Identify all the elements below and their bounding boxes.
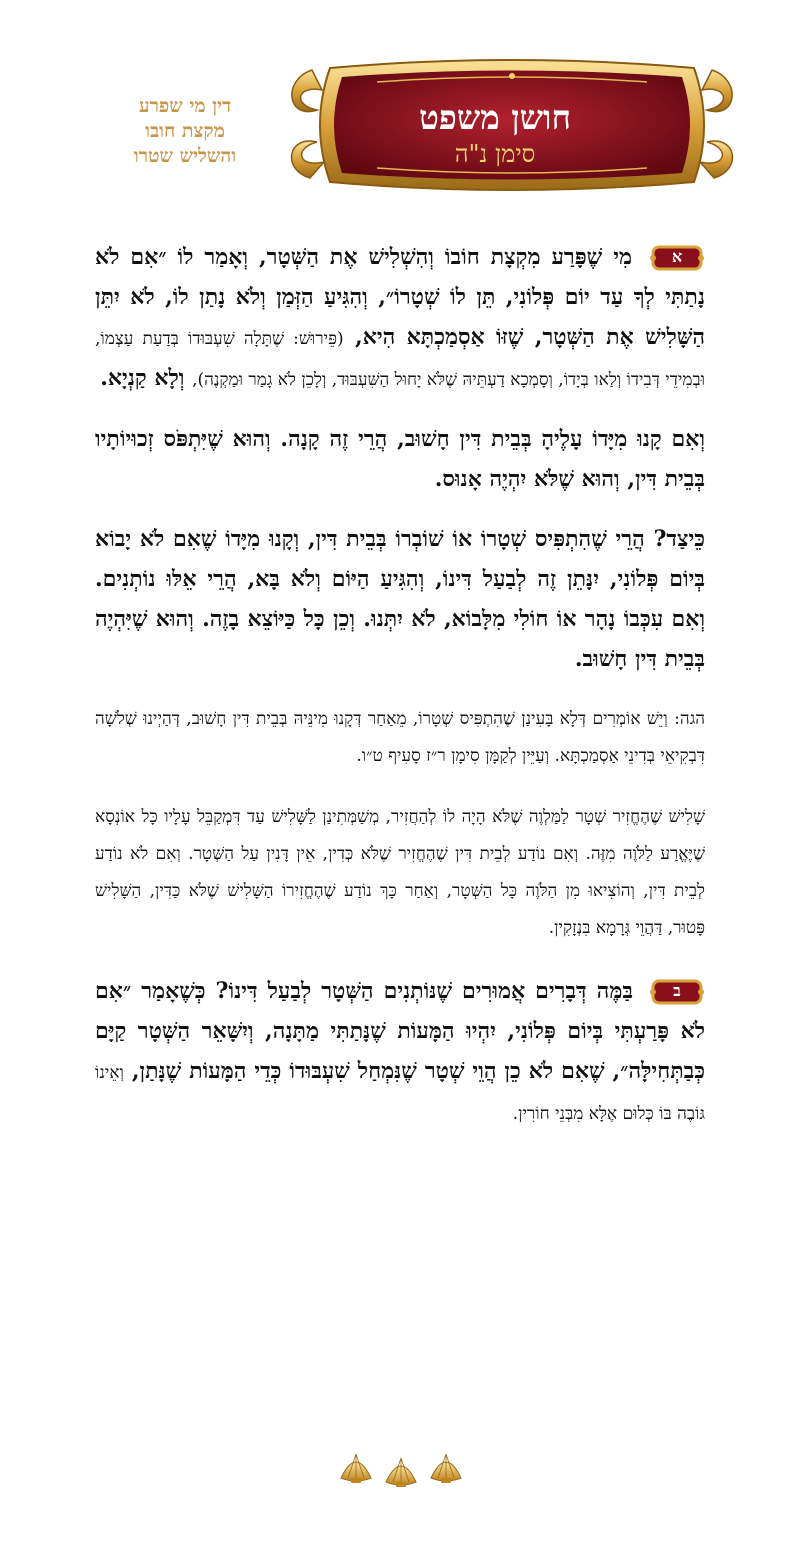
paragraph-2: וְאִם קָנוּ מִיָּדוֹ עָלֶיהָ בְּבֵית דִּין חָשׁוּב, הֲרֵי זֶה קָנָה. וְהוּא שֶׁיִּתְפֹּס זְכוּיוֹתָיו בְּבֵית דִּין, וְהוּא שֶׁלֹּא יִהְיֶה אָנוּס. [95,426,705,492]
paragraph-5: שָׁלִישׁ שֶׁהֶחֱזִיר שְׁטָר לַמַּלְוֶה שֶׁלֹּא הָיָה לוֹ לְהַחֲזִיר, מְשַׁמְּתִינַן לַשָּׁלִישׁ עַד דִּמְקַבֵּל עָלָיו כָּל אוֹנְסָא שֶׁיֶּאֱרַע לַלֹּוֶה מִזֶּה. וְאִם נוֹדַע לְבֵית דִּין שֶׁהֶחֱזִיר שֶׁלֹּא כְּדִין, אֵין דָּנִין עַל הַשְּׁטָר. וְאִם לֹא נוֹדַע לְבֵית דִּין, וְהוֹצִיאוּ מִן הַלֹּוֶה כָּל הַשְּׁטָר, וְאַחַר כָּךְ נוֹדַע שֶׁהֶחֱזִירוֹ הַשָּׁלִישׁ שֶׁלֹּא כַּדִּין, הַשָּׁלִישׁ פָּטוּר, דַּהֲוֵי גְּרָמָא בִּנְזָקִין. [95,807,705,938]
main-text [95,225,705,1133]
seif-1-end: וְלָא קַנְיָא. [100,365,185,391]
side-title-line-1: דין מי שפרע [138,95,232,117]
seif-1-paren: (פֵּירוּשׁ: שֶׁתָּלָה שִׁעְבּוּדוֹ בְּדַעַת עַצְמוֹ, וּבְמִידֵי דְּבִידוֹ וְלַאו בְּיָדוֹ, וְסָמְכָא דַעְתֵּיהּ שֶׁלֹּא יָחוּל הַשִּׁעְבּוּד, וְלָכֵן לֹא גָמַר וּמַקְנֶה), [95,329,705,390]
hagah-note: הגה: וְיֵשׁ אוֹמְרִים דְּלָא בָּעִינַן שֶׁהִתְפִּיס שְׁטָרוֹ, מֵאַחַר דְּקָנוּ מִינֵּיהּ בְּבֵית דִּין חָשׁוּב, דְּהַיְינוּ שְׁלֹשָׁה דִּבְקִיאֵי בְּדִינֵי אַסְמַכְתָּא. וְעַיֵּין לְקַמָּן סִימָן ר״ז סָעִיף ט״ו. [95,709,705,766]
seif-2 [95,971,705,1133]
seif-1-main: מִי שֶׁפָּרַע מִקְצָת חוֹבוֹ וְהִשְׁלִישׁ אֶת הַשְּׁטָר, וְאָמַר לוֹ ״אִם לֹא נָתַתִּי לְךָ עַד יוֹם פְּלוֹנִי, תֵּן לוֹ שְׁטָרוֹ״, וְהִגִּיעַ הַזְּמַן וְלֹא נָתַן לוֹ, לֹא יִתֵּן הַשָּׁלִישׁ אֶת הַשְּׁטָר, שֶׁזּוֹ אַסְמַכְתָּא הִיא, [95,244,705,350]
side-title-line-2: מקצת חובו [145,120,225,142]
header [0,0,800,220]
seif-marker-1-label: א [671,247,683,266]
seif-marker-1 [649,244,705,272]
seif-marker-2-label: ב [673,981,681,1000]
side-title-line-3: והשליש שטרו [133,145,237,167]
seif-marker-2 [649,978,705,1006]
banner-title: חושן משפט [418,98,572,137]
banner-subtitle: סימן נ"ה [454,140,536,168]
seif-2-main: בַּמֶּה דְּבָרִים אֲמוּרִים שֶׁנּוֹתְנִים הַשְּׁטָר לְבַעַל דִּינוֹ? כְּשֶׁאָמַר ״אִם לֹא פָּרַעְתִּי בְּיוֹם פְּלוֹנִי, יִהְיוּ הַמָּעוֹת שֶׁנָּתַתִּי מַתָּנָה, וְיִשָּׁאֵר הַשְּׁטָר קַיָּם כְּבַתְּחִילָּה״, שֶׁאִם לֹא כֵן הֲוֵי שְׁטָר שֶׁנִּמְחַל שִׁעְבּוּדוֹ כְּדֵי הַמָּעוֹת שֶׁנָּתַן, [95,978,705,1084]
paragraph-3: כֵּיצַד? הֲרֵי שֶׁהִתְפִּיס שְׁטָרוֹ אוֹ שׁוֹבְרוֹ בְּבֵית דִּין, וְקָנוּ מִיָּדוֹ שֶׁאִם לֹא יָבוֹא בְּיוֹם פְּלוֹנִי, יִנָּתֵן זֶה לְבַעַל דִּינוֹ, וְהִגִּיעַ הַיּוֹם וְלֹא בָּא, הֲרֵי אֵלּוּ נוֹתְנִים. וְאִם עִכְּבוֹ נָהָר אוֹ חוֹלִי מִלָּבוֹא, לֹא יִתְּנוּ. וְכֵן כָּל כַּיּוֹצֵא בָזֶה. וְהוּא שֶׁיִּהְיֶה בְּבֵית דִּין חָשׁוּב. [95,526,705,672]
shell-ornament-icon [336,1448,466,1488]
seif-1 [95,237,705,399]
side-title [90,94,280,169]
seif-2-small: וְאֵינוֹ גּוֹבֶה בּוֹ כְּלוּם אֶלָּא מִבְּנֵי חוֹרִין. [95,1063,705,1124]
